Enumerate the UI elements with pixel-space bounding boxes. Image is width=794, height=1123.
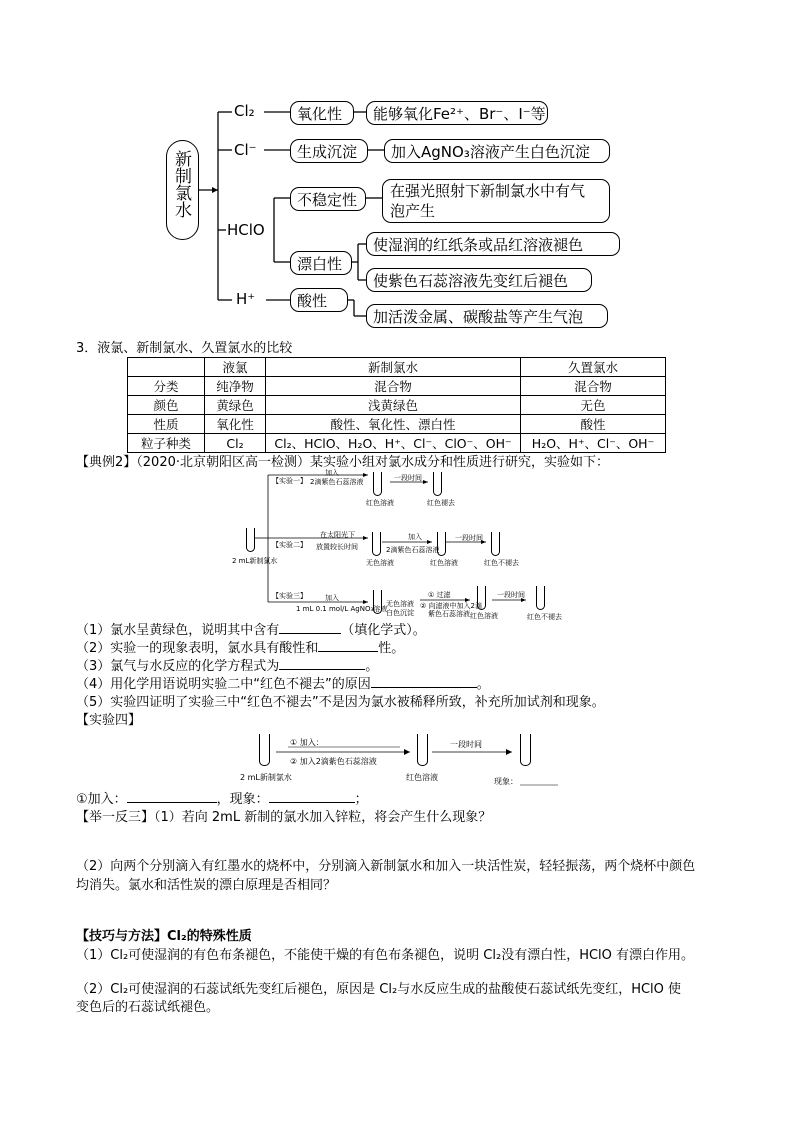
exp3-label: 【实验三】 bbox=[272, 592, 307, 600]
branch-label-cl-minus: Cl⁻ bbox=[234, 141, 257, 159]
desc-unstable-line2: 泡产生 bbox=[390, 202, 436, 220]
exp1-add: 加入 bbox=[325, 469, 339, 477]
answer-label-2: ，现象： bbox=[216, 792, 269, 807]
table-cell: 无色 bbox=[521, 396, 666, 415]
exp3-add: 加入 bbox=[325, 594, 339, 602]
tips-p2-line2: 变色后的石蕊试纸褪色。 bbox=[76, 1000, 220, 1015]
table-cell: 混合物 bbox=[521, 377, 666, 396]
practice-q2-line1: （2）向两个分别滴入有红墨水的烧杯中，分别滴入新制氯水和加入一块活性炭，轻轻振荡，两个烧杯中颜色 bbox=[76, 859, 696, 874]
question-3-text: （3）氯气与水反应的化学方程式为 bbox=[76, 659, 280, 674]
exp3-precip1: 无色溶液 bbox=[386, 600, 414, 608]
exp3-step1: ① 过滤 bbox=[428, 591, 451, 599]
exp4-time: 一段时间 bbox=[450, 740, 482, 749]
branch-label-h-plus: H⁺ bbox=[236, 290, 256, 308]
table-cell: 浅黄绿色 bbox=[266, 396, 521, 415]
table-header-cell: 液氯 bbox=[205, 358, 266, 377]
exp4-heading: 【实验四】 bbox=[76, 713, 142, 728]
exp1-color2: 红色褪去 bbox=[427, 499, 455, 507]
tips-heading: 【技巧与方法】Cl₂的特殊性质 bbox=[76, 929, 252, 944]
table-cell: 粒子种类 bbox=[128, 434, 205, 453]
table-cell: 混合物 bbox=[266, 377, 521, 396]
property-acidic: 酸性 bbox=[290, 288, 348, 312]
table-cell: 酸性 bbox=[521, 415, 666, 434]
table-cell: H₂O、H⁺、Cl⁻、OH⁻ bbox=[521, 434, 666, 453]
exp3-time: 一段时间 bbox=[497, 591, 525, 599]
desc-oxidizing: 能够氧化Fe²⁺、Br⁻、I⁻等 bbox=[366, 101, 548, 125]
property-precipitate: 生成沉淀 bbox=[290, 139, 368, 163]
table-header-cell: 久置氯水 bbox=[521, 358, 666, 377]
desc-precipitate: 加入AgNO₃溶液产生白色沉淀 bbox=[384, 139, 610, 163]
exp2-label: 【实验二】 bbox=[272, 541, 307, 549]
exp2-color3: 红色不褪去 bbox=[484, 559, 519, 567]
tube-exp4-a bbox=[259, 734, 270, 766]
exp4-color1: 红色溶液 bbox=[406, 773, 438, 782]
exp4-source: 2 mL新制氯水 bbox=[240, 773, 292, 782]
question-4-text: （4）用化学用语说明实验二中“红色不褪去”的原因 bbox=[76, 677, 371, 692]
example-intro: 【典例2】（2020·北京朝阳区高一检测）某实验小组对氯水成分和性质进行研究，实验如下： bbox=[76, 455, 609, 470]
question-3-tail: 。 bbox=[365, 659, 379, 674]
tube-exp4-b bbox=[417, 734, 428, 766]
exp3-step2a: ② 向滤液中加入2滴 bbox=[420, 602, 482, 610]
table-cell: 纯净物 bbox=[205, 377, 266, 396]
section3-heading: 3．液氯、新制氯水、久置氯水的比较 bbox=[76, 341, 293, 356]
branch-label-hclo: HClO bbox=[227, 221, 265, 239]
exp1-time: 一段时间 bbox=[394, 474, 422, 482]
exp2-color2: 红色溶液 bbox=[430, 559, 458, 567]
table-cell: 氧化性 bbox=[205, 415, 266, 434]
question-2-text: （2）实验一的现象表明，氯水具有酸性和 bbox=[76, 641, 319, 656]
table-cell: Cl₂ bbox=[205, 434, 266, 453]
exp4-step2: ② 加入2滴紫色石蕊溶液 bbox=[290, 757, 377, 766]
table-cell: Cl₂、HClO、H₂O、H⁺、Cl⁻、ClO⁻、OH⁻ bbox=[266, 434, 521, 453]
table-header-cell: 新制氯水 bbox=[266, 358, 521, 377]
exp1-reagent: 2滴紫色石蕊溶液 bbox=[310, 478, 364, 486]
exp1-label: 【实验一】 bbox=[272, 477, 307, 485]
tips-p2-line1: （2）Cl₂可使湿润的石蕊试纸先变红后褪色，原因是 Cl₂与水反应生成的盐酸使石蕊试纸先变红，HClO 使 bbox=[76, 982, 682, 997]
table-cell: 颜色 bbox=[128, 396, 205, 415]
exp2-time: 一段时间 bbox=[455, 534, 483, 542]
question-5: （5）实验四证明了实验三中“红色不褪去”不是因为氯水被稀释所致，补充所加试剂和现象。 bbox=[76, 695, 605, 710]
exp2-cond2: 放置较长时间 bbox=[316, 543, 358, 551]
question-4-tail: 。 bbox=[476, 677, 490, 692]
table-cell: 分类 bbox=[128, 377, 205, 396]
exp3-color2: 红色不褪去 bbox=[527, 613, 562, 621]
desc-bleaching-a: 使湿润的红纸条或品红溶液褪色 bbox=[366, 232, 620, 256]
exp2-reagent: 2滴紫色石蕊溶液 bbox=[386, 546, 440, 554]
practice-q2-line2: 均消失。氯水和活性炭的漂白原理是否相同？ bbox=[76, 878, 337, 893]
exp3-step2b: 紫色石蕊溶液 bbox=[428, 610, 470, 618]
answer-label-1: ①加入： bbox=[76, 792, 127, 807]
exp-source-label: 2 mL新制氯水 bbox=[232, 557, 278, 565]
question-1-text: （1）氯水呈黄绿色，说明其中含有 bbox=[76, 623, 280, 638]
desc-unstable-line1: 在强光照射下新制氯水中有气 bbox=[390, 182, 586, 200]
branch-label-cl2: Cl₂ bbox=[234, 102, 255, 120]
tube-exp4-c bbox=[520, 734, 531, 766]
exp2-cond1: 在太阳光下 bbox=[320, 531, 355, 539]
practice-q1: 【举一反三】（1）若向 2mL 新制的氯水加入锌粒，将会产生什么现象？ bbox=[76, 810, 492, 825]
desc-bleaching-b: 使紫色石蕊溶液先变红后褪色 bbox=[366, 268, 592, 292]
exp4-answer-line bbox=[76, 791, 368, 808]
question-2-tail: 性。 bbox=[378, 641, 405, 656]
exp3-reagent: 1 mL 0.1 mol/L AgNO₃溶液 bbox=[296, 605, 388, 613]
answer-blank[interactable] bbox=[127, 802, 217, 803]
tips-p1: （1）Cl₂可使湿润的有色布条褪色，不能使干燥的有色布条褪色，说明 Cl₂没有漂白性，HClO 有漂白作用。 bbox=[76, 948, 695, 963]
center-label: 新制氯水 bbox=[171, 150, 191, 218]
exp3-color1: 红色溶液 bbox=[470, 612, 498, 620]
question-1-tail: （填化学式）。 bbox=[341, 623, 426, 638]
property-oxidizing: 氧化性 bbox=[290, 101, 354, 125]
property-bleaching: 漂白性 bbox=[290, 251, 352, 275]
exp2-add: 加入 bbox=[408, 533, 422, 541]
answer-end: ； bbox=[354, 792, 368, 807]
answer-blank[interactable] bbox=[269, 802, 355, 803]
desc-acidic: 加活泼金属、碳酸盐等产生气泡 bbox=[366, 304, 608, 328]
exp4-observe: 现象： bbox=[494, 777, 518, 786]
table-cell: 黄绿色 bbox=[205, 396, 266, 415]
table-cell: 酸性、氧化性、漂白性 bbox=[266, 415, 521, 434]
table-cell: 性质 bbox=[128, 415, 205, 434]
exp3-precip2: 白色沉淀 bbox=[386, 609, 414, 617]
exp2-color1: 无色溶液 bbox=[366, 559, 394, 567]
exp4-step1: ① 加入： bbox=[290, 738, 324, 747]
property-unstable: 不稳定性 bbox=[290, 187, 366, 211]
exp1-color1: 红色溶液 bbox=[366, 499, 394, 507]
